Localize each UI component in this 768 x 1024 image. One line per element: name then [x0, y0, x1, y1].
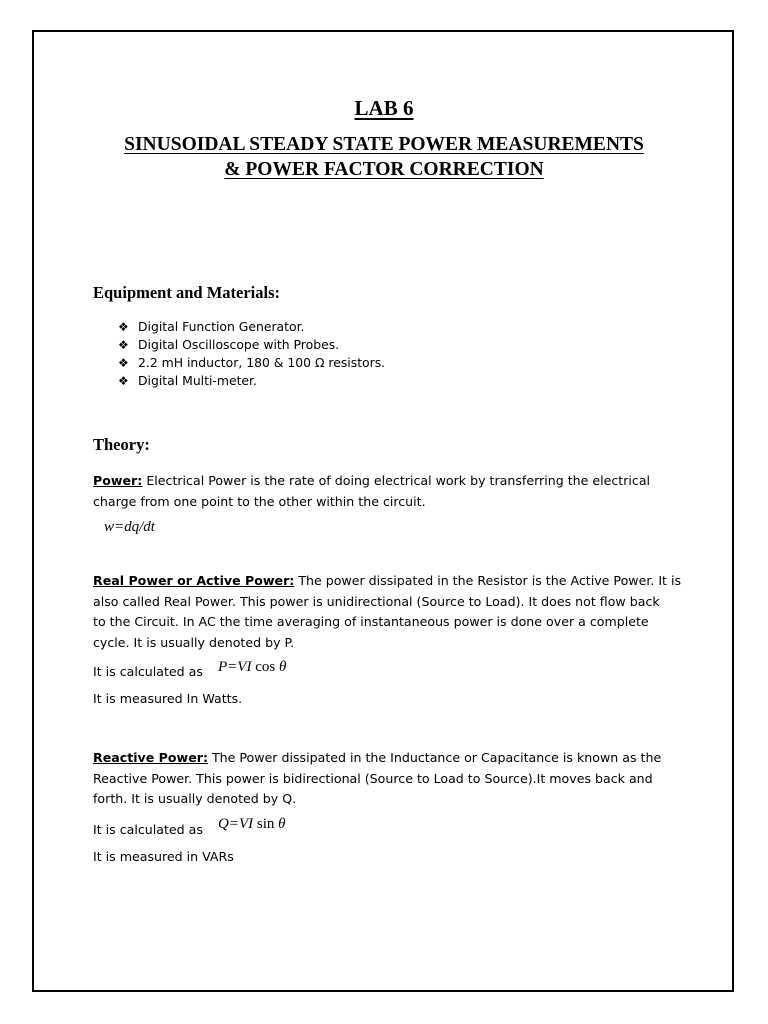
reactive-power-formula-lhs: Q=VI	[218, 816, 254, 832]
reactive-power-measured-text: It is measured in VARs	[93, 849, 234, 864]
power-text-2: charge from one point to the other within the circuit.	[93, 493, 426, 509]
power-paragraph	[93, 471, 668, 512]
page-title-line-2: & POWER FACTOR CORRECTION	[224, 159, 544, 180]
real-power-measured-text: It is measured In Watts.	[93, 691, 243, 706]
real-power-label: Real Power or Active Power:	[93, 573, 295, 588]
power-formula: w=dq/dt	[104, 519, 155, 535]
reactive-power-formula-arg: θ	[278, 816, 286, 832]
real-power-text-3: to the Circuit. In AC the time averaging of instantaneous power is done over a complete	[93, 614, 649, 629]
diamond-bullet-icon: ❖	[118, 374, 129, 388]
reactive-power-label: Reactive Power:	[93, 750, 208, 765]
list-item	[118, 354, 385, 372]
equipment-item-text: Digital Function Generator.	[138, 319, 305, 334]
page-title-line-1: SINUSOIDAL STEADY STATE POWER MEASUREMENTS	[124, 134, 644, 155]
equipment-list	[118, 318, 385, 390]
reactive-power-calc-text: It is calculated as	[93, 822, 203, 837]
real-power-formula-fn: cos	[255, 659, 276, 675]
real-power-formula-arg: θ	[278, 659, 287, 675]
real-power-calc-text: It is calculated as	[93, 664, 203, 679]
reactive-power-formula-fn: sin	[256, 816, 275, 832]
real-power-calc	[93, 662, 668, 683]
diamond-bullet-icon: ❖	[118, 320, 129, 334]
reactive-power-formula	[218, 816, 286, 833]
equipment-item-text: 2.2 mH inductor, 180 & 100 Ω resistors.	[138, 355, 386, 370]
diamond-bullet-icon: ❖	[118, 356, 129, 370]
power-text-1: Electrical Power is the rate of doing electrical work by transferring the electrical	[142, 473, 651, 488]
real-power-formula	[218, 659, 286, 676]
reactive-power-text-2: Reactive Power. This power is bidirectional (Source to Load to Source).It moves back and	[93, 770, 653, 786]
power-label: Power:	[93, 473, 143, 488]
real-power-text-4: cycle. It is usually denoted by P.	[93, 634, 295, 650]
equipment-item-text: Digital Multi-meter.	[138, 373, 257, 388]
reactive-power-measured	[93, 847, 668, 868]
equipment-heading: Equipment and Materials:	[93, 283, 281, 302]
real-power-text-1: The power dissipated in the Resistor is the Active Power. It is	[294, 573, 682, 588]
list-item	[118, 372, 385, 390]
real-power-text-2: also called Real Power. This power is unidirectional (Source to Load). It does not flow back	[93, 593, 660, 609]
list-item	[118, 318, 385, 336]
list-item	[118, 336, 385, 354]
real-power-formula-lhs: P=VI	[218, 659, 252, 675]
diamond-bullet-icon: ❖	[118, 338, 129, 352]
theory-heading: Theory:	[93, 435, 150, 454]
reactive-power-paragraph	[93, 748, 668, 810]
real-power-paragraph	[93, 571, 682, 653]
real-power-measured	[93, 689, 668, 710]
equipment-item-text: Digital Oscilloscope with Probes.	[138, 337, 340, 352]
reactive-power-text-1: The Power dissipated in the Inductance or Capacitance is known as the	[207, 750, 662, 765]
reactive-power-calc	[93, 820, 668, 841]
reactive-power-text-3: forth. It is usually denoted by Q.	[93, 791, 297, 806]
lab-title: LAB 6	[354, 96, 414, 120]
